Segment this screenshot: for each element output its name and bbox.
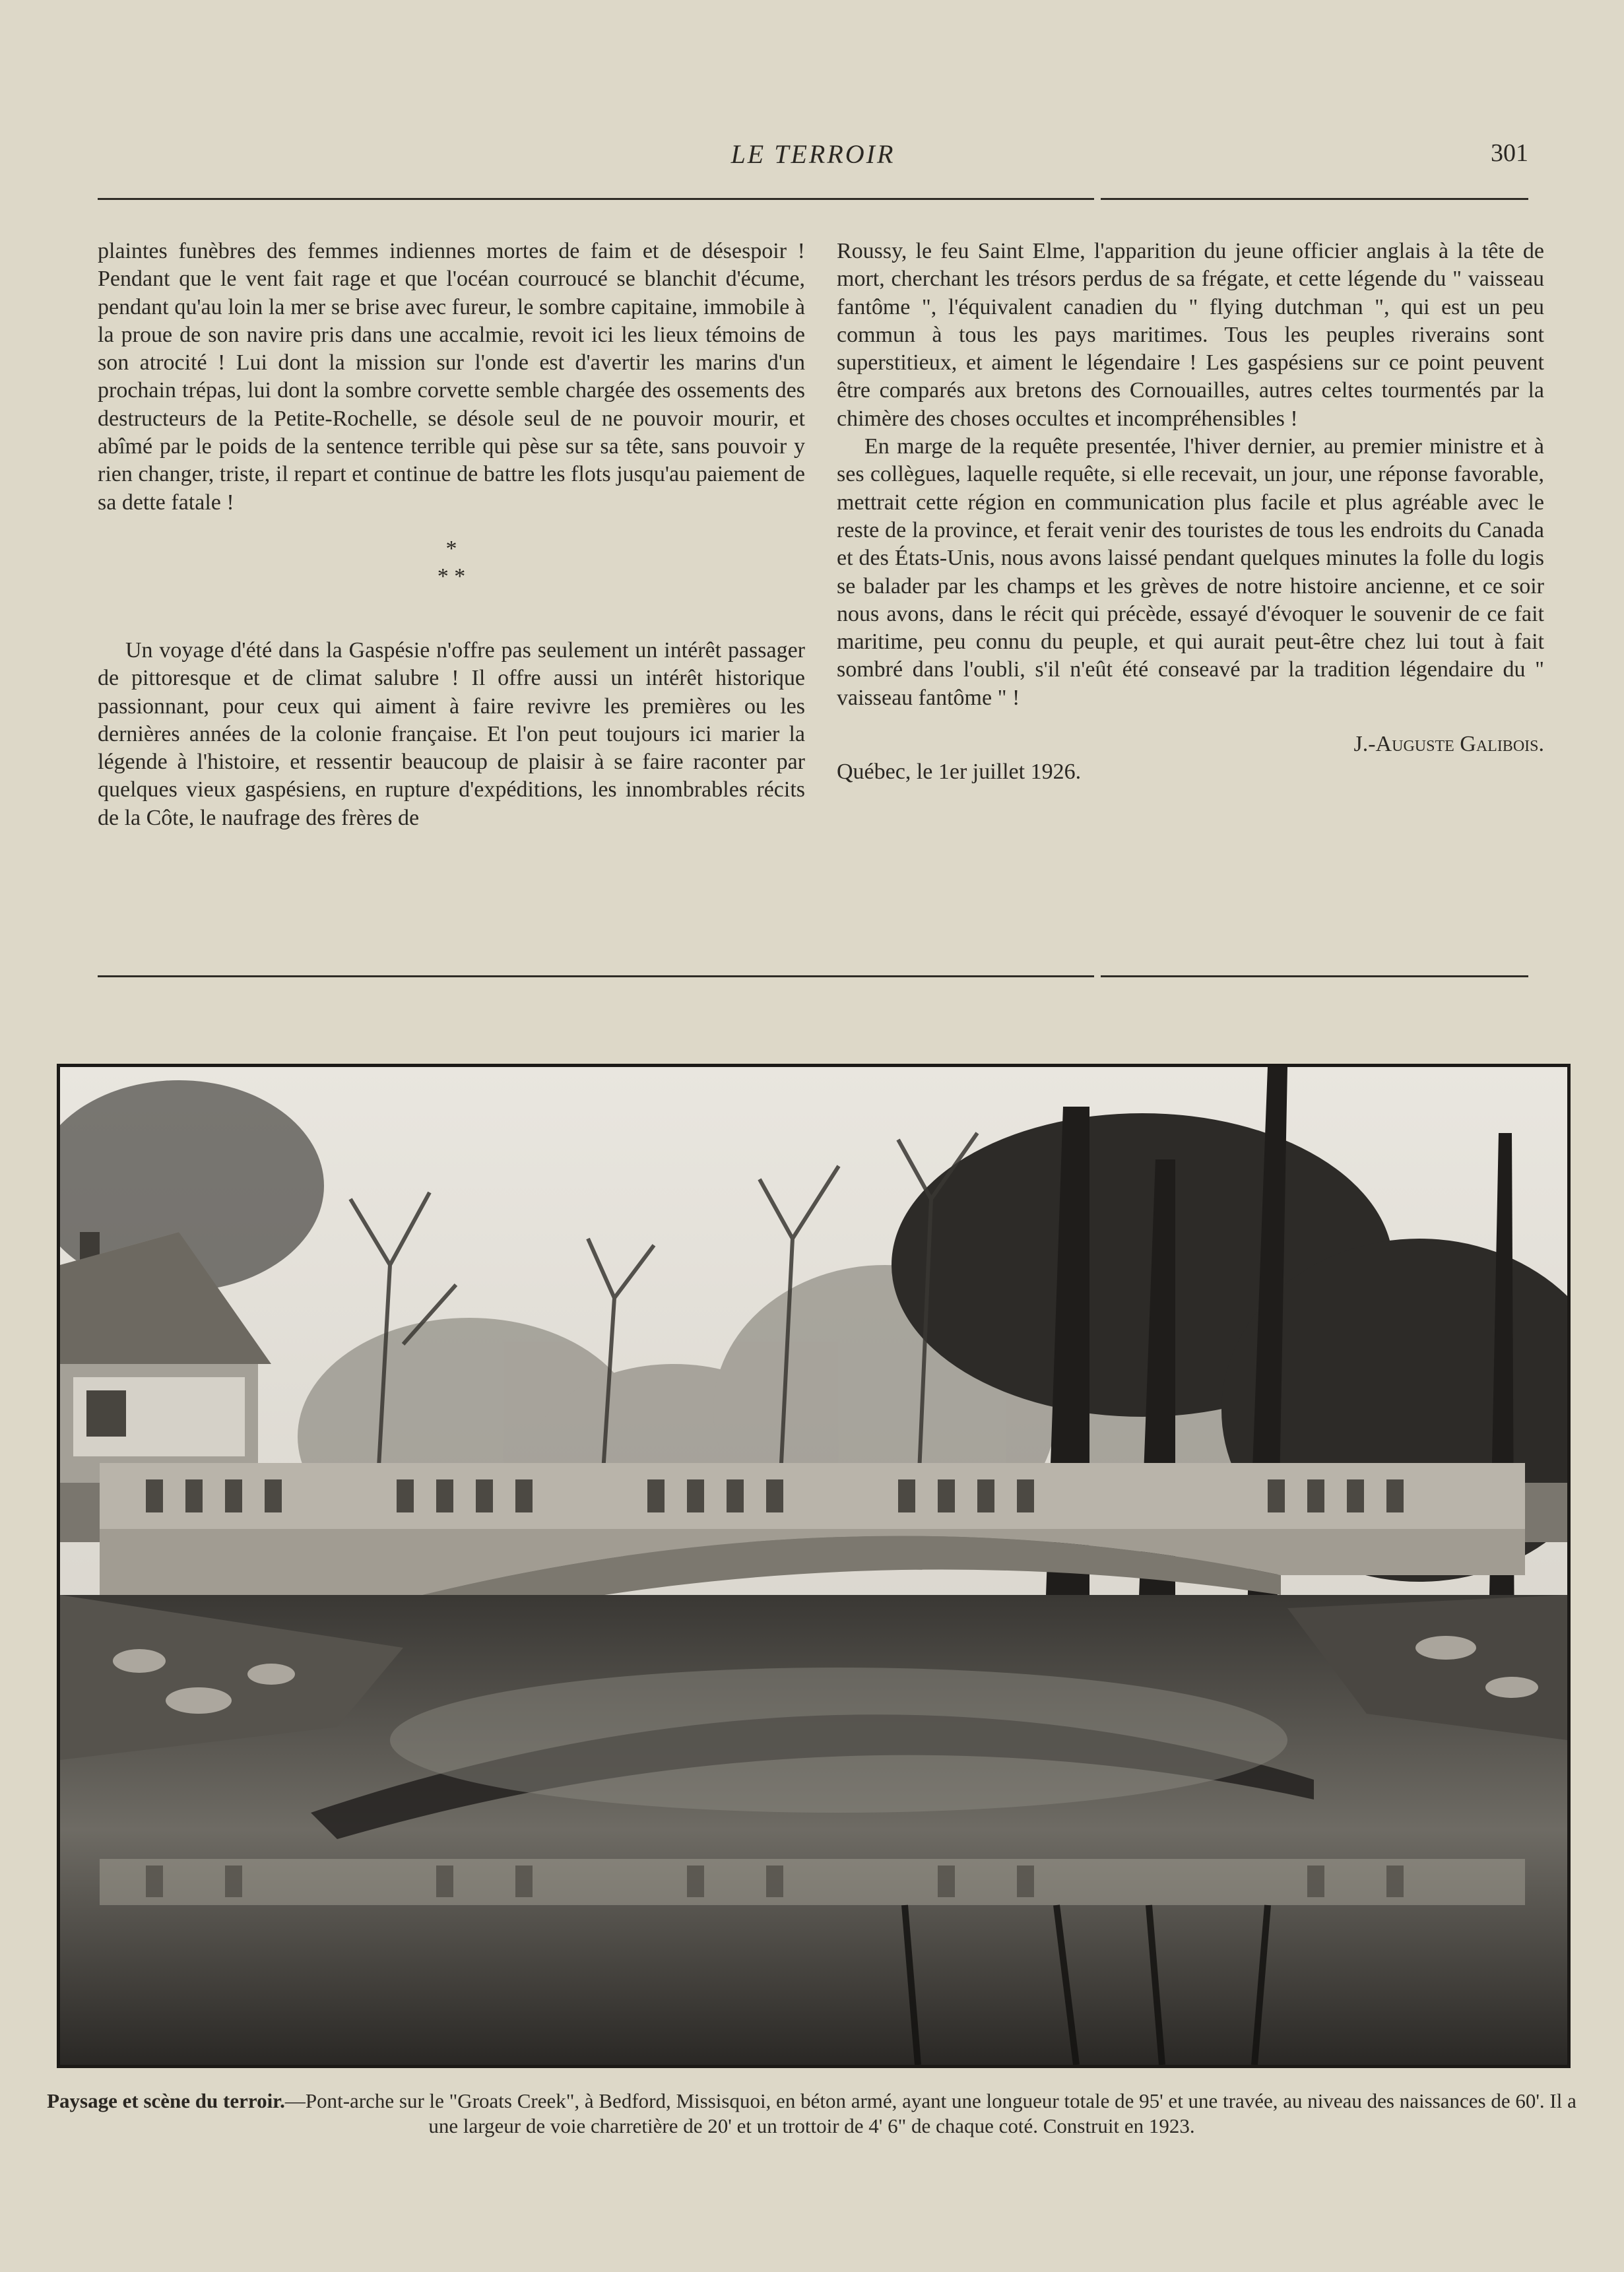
bridge-photograph [57, 1064, 1571, 2068]
section-rule-right [1101, 975, 1528, 977]
left-paragraph-2: Un voyage d'été dans la Gaspésie n'offre pas seulement un intérêt passager de pittoresque et de climat salubre ! Il offre aussi un intérêt historique passionnant, pour ceux qui aiment à faire revivre les premières ou les dernières années de la colonie française. Et l'on peut toujours ici marier la légende à l'histoire, et ressentir beaucoup de plaisir à se faire raconter par quelques vieux gaspésiens, en rupture d'expéditions, les innombrables récits de la Côte, le naufrage des frères de [98, 637, 805, 830]
running-title: LE TERROIR [731, 139, 895, 169]
page-number: 301 [1491, 139, 1528, 167]
right-column [837, 238, 1544, 787]
left-column [98, 238, 805, 832]
header-rule-right [1101, 198, 1528, 200]
caption-text: —Pont-arche sur le "Groats Creek", à Bedford, Missisquoi, en béton armé, ayant une longueur totale de 95' et une travée, au niveau des naissances de 60'. Il a une largeur de voie charretière de 20' et un trottoir de 4' 6" de chaque coté. Construit en 1923. [284, 2089, 1576, 2137]
bridge-photo-illustration [60, 1067, 1567, 2065]
dateline: Québec, le 1er juillet 1926. [837, 760, 1082, 785]
photo-caption [40, 2089, 1584, 2139]
section-break-bottom: * * [437, 564, 466, 589]
author-signature: J.-Auguste Galibois. [1353, 732, 1544, 757]
right-paragraph-2: En marge de la requête presentée, l'hiver dernier, au premier ministre et à ses collègues, laquelle requête, si elle recevait, un jour, une réponse favorable, mettrait cette région en communication plus facile et plus agréable avec le reste de la province, et ferait venir des touristes de tous les endroits du Canada et des États-Unis, nous avons laissé pendant quelques minutes la folle du logis se balader par les champs et les grèves de notre histoire ancienne, et ce soir nous avons, dans le récit qui précède, essayé d'évoquer le souvenir de ce fait maritime, peu connu du peuple, et qui aurait peut-être chez lui tout à fait sombré dans l'oubli, s'il n'eût été conseavé par la tradition légendaire du " vaisseau fantôme " ! [837, 434, 1544, 710]
caption-lead: Paysage et scène du terroir. [47, 2089, 285, 2112]
right-paragraph-1: Roussy, le feu Saint Elme, l'apparition du jeune officier anglais à la tête de mort, cherchant les trésors perdus de sa frégate, et cette légende du " vaisseau fantôme ", l'équivalent canadien du " flying dutchman ", qui est un peu commun à tous les pays maritimes. Tous les peuples riverains sont superstitieux, et aiment le légendaire ! Les gaspésiens sur ce point peuvent être comparés aux bretons des Cornouailles, autres celtes tourmentés par la chimère des choses occultes et incompréhensibles ! [837, 239, 1544, 431]
header-rule-left [98, 198, 1094, 200]
section-rule-left [98, 975, 1094, 977]
page-header [98, 139, 1528, 178]
section-break-top: * [445, 536, 457, 561]
left-paragraph-1: plaintes funèbres des femmes indiennes mortes de faim et de désespoir ! Pendant que le vent fait rage et que l'océan courroucé se blanchit d'écume, pendant qu'au loin la mer se brise avec fureur, le sombre capitaine, immobile à la proue de son navire pris dans une accalmie, revoit ici les lieux témoins de son atrocité ! Lui dont la mission sur l'onde est d'avertir les marins d'un prochain trépas, lui dont la sombre corvette semble chargée des ossements des destructeurs de la Petite-Rochelle, se désole seul de ne pouvoir mourir, et abîmé par le poids de la sentence terrible qui pèse sur sa tête, sans pouvoir y rien changer, triste, il repart et continue de battre les flots jusqu'au paiement de sa dette fatale ! [98, 239, 805, 515]
